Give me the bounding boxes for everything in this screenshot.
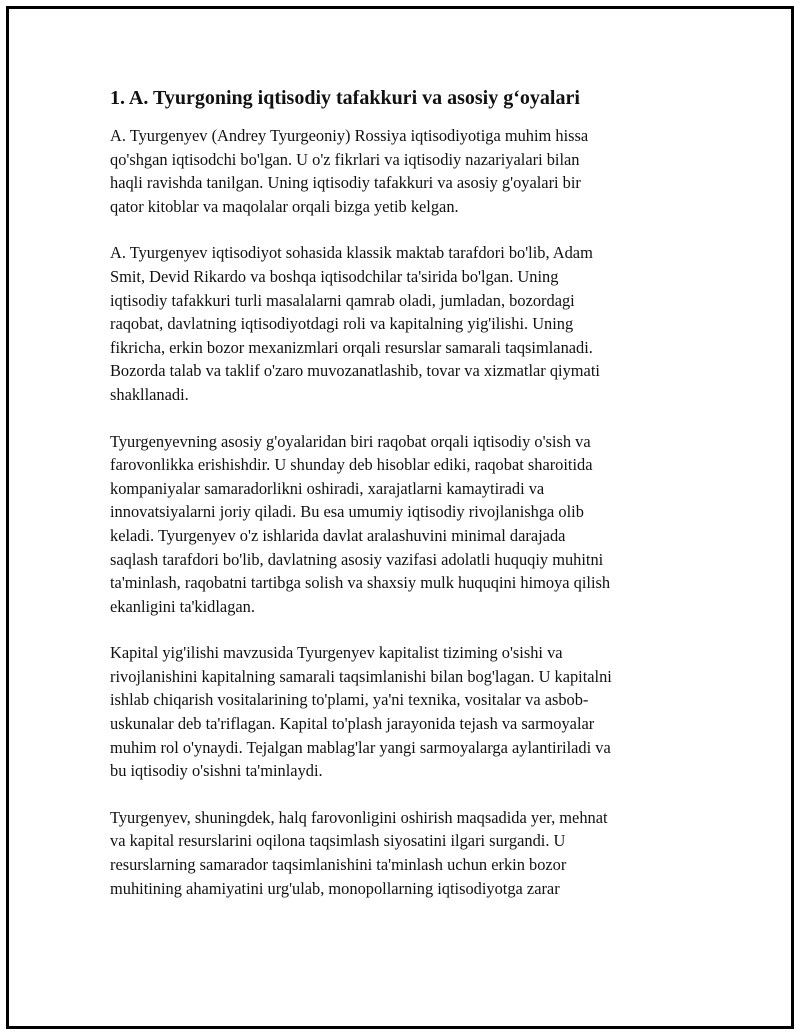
text-line: kompaniyalar samaradorlikni oshiradi, xarajatlarni kamaytiradi va	[110, 478, 545, 498]
text-line: qator kitoblar va maqolalar orqali bizga yetib kelgan.	[110, 196, 459, 216]
text-line: shakllanadi.	[110, 384, 189, 404]
text-line: muhim rol o'ynaydi. Tejalgan mablag'lar yangi sarmoyalarga aylantiriladi va	[110, 737, 611, 757]
text-line: va kapital resurslarini oqilona taqsimlash siyosatini ilgari surgandi. U	[110, 831, 566, 851]
text-line: ta'minlash, raqobatni tartibga solish va shaxsiy mulk huquqini himoya qilish	[110, 573, 611, 593]
text-line: Bozorda talab va taklif o'zaro muvozanatlashib, tovar va xizmatlar qiymati	[110, 361, 600, 381]
text-line: bu iqtisodiy o'sishni ta'minlaydi.	[110, 761, 323, 781]
text-line: innovatsiyalarni joriy qiladi. Bu esa umumiy iqtisodiy rivojlanishga olib	[110, 502, 584, 522]
text-line: fikricha, erkin bozor mexanizmlari orqali resurslar samarali taqsimlanadi.	[110, 337, 593, 357]
paragraph	[110, 806, 680, 900]
text-line: Tyurgenyevning asosiy g'oyalaridan biri raqobat orqali iqtisodiy o'sish va	[110, 431, 591, 451]
text-line: muhitining ahamiyatini urg'ulab, monopollarning iqtisodiyotga zarar	[110, 878, 560, 898]
text-line: A. Tyurgenyev (Andrey Tyurgeoniy) Rossiya iqtisodiyotiga muhim hissa	[110, 126, 589, 145]
text-line: A. Tyurgenyev iqtisodiyot sohasida klassik maktab tarafdori bo'lib, Adam	[110, 243, 593, 263]
text-line: Kapital yig'ilishi mavzusida Tyurgenyev kapitalist tiziming o'sishi va	[110, 643, 563, 663]
text-line: Tyurgenyev, shuningdek, halq farovonligini oshirish maqsadida yer, mehnat	[110, 807, 608, 827]
text-line: haqli ravishda tanilgan. Uning iqtisodiy tafakkuri va asosiy g'oyalari bir	[110, 173, 581, 193]
text-line: resurslarning samarador taqsimlanishini ta'minlash uchun erkin bozor	[110, 855, 567, 875]
section-heading: 1. A. Tyurgoning iqtisodiy tafakkuri va asosiy g‘oyalari	[110, 87, 580, 109]
paragraph	[110, 124, 680, 218]
text-line: ekanligini ta'kidlagan.	[110, 596, 255, 616]
paragraphs-container	[110, 124, 680, 900]
text-line: keladi. Tyurgenyev o'z ishlarida davlat aralashuvini minimal darajada	[110, 525, 566, 545]
paragraph	[110, 641, 680, 783]
paragraph	[110, 241, 680, 406]
text-line: raqobat, davlatning iqtisodiyotdagi roli va kapitalning yig'ilishi. Uning	[110, 314, 574, 334]
paragraph	[110, 430, 680, 619]
text-line: Smit, Devid Rikardo va boshqa iqtisodchilar ta'sirida bo'lgan. Uning	[110, 266, 559, 286]
text-line: rivojlanishini kapitalning samarali taqsimlanishi bilan bog'lagan. U kapitalni	[110, 666, 612, 686]
text-line: farovonlikka erishishdir. U shunday deb hisoblar ediki, raqobat sharoitida	[110, 455, 593, 475]
text-line: uskunalar deb ta'riflagan. Kapital to'plash jarayonida tejash va sarmoyalar	[110, 714, 595, 734]
text-line: ishlab chiqarish vositalarining to'plami, ya'ni texnika, vositalar va asbob-	[110, 690, 589, 710]
document-body	[110, 86, 680, 923]
text-line: saqlash tarafdori bo'lib, davlatning asosiy vazifasi adolatli huquqiy muhitni	[110, 549, 604, 569]
text-line: qo'shgan iqtisodchi bo'lgan. U o'z fikrlari va iqtisodiy nazariyalari bilan	[110, 149, 580, 169]
text-line: iqtisodiy tafakkuri turli masalalarni qamrab oladi, jumladan, bozordagi	[110, 290, 575, 310]
